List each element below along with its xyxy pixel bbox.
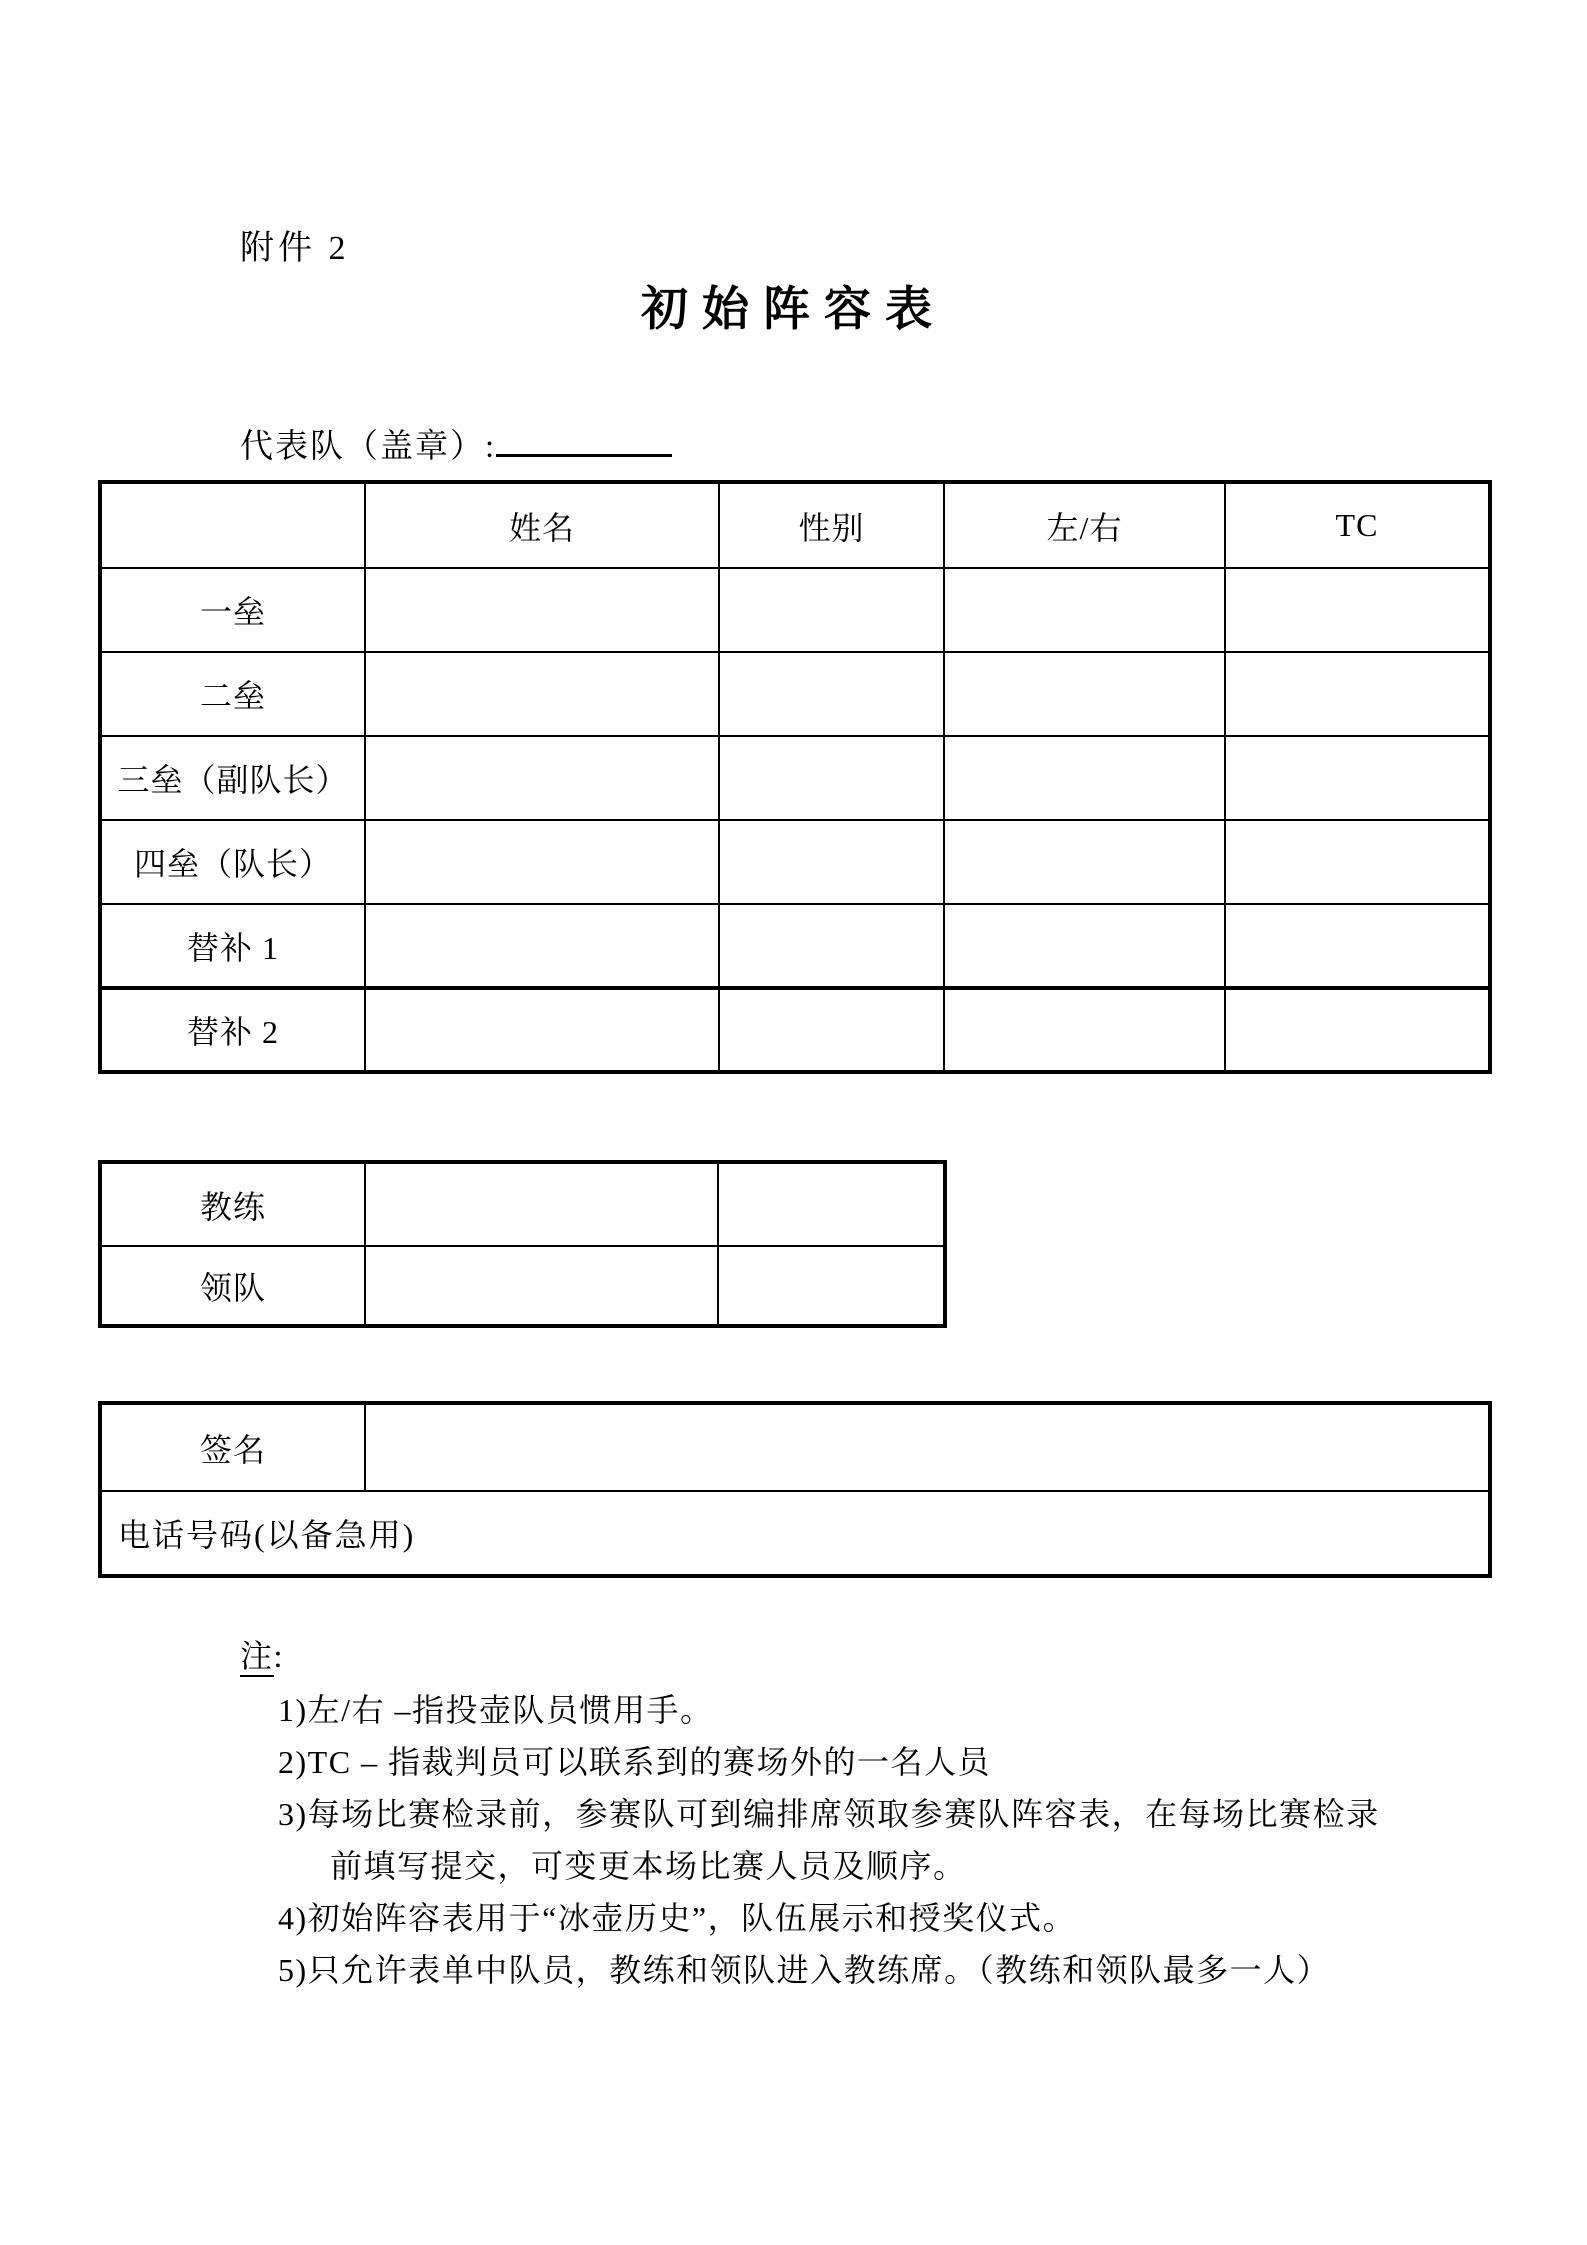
notes-heading-colon: : (273, 1638, 284, 1674)
roster-header-gender: 性别 (719, 482, 944, 568)
roster-cell-empty (365, 652, 719, 736)
staff-cell-empty (718, 1162, 945, 1246)
signature-row (100, 1403, 1490, 1491)
roster-cell-empty (1225, 904, 1490, 988)
note-item-3-continuation: 前填写提交，可变更本场比赛人员及顺序。 (330, 1848, 967, 1884)
roster-table (98, 480, 1492, 1074)
roster-cell-empty (719, 652, 944, 736)
roster-cell-empty (944, 820, 1225, 904)
note-item-3: 3)每场比赛检录前，参赛队可到编排席领取参赛队阵容表，在每场比赛检录 (278, 1796, 1380, 1832)
signature-cell-empty (365, 1403, 1490, 1491)
roster-cell-empty (719, 820, 944, 904)
signature-table (98, 1401, 1492, 1578)
notes-heading (240, 1630, 1380, 1682)
roster-cell-empty (944, 568, 1225, 652)
roster-row-label: 三垒（副队长） (100, 736, 365, 820)
team-seal-line (240, 420, 672, 467)
note-item-4: 4)初始阵容表用于“冰壶历史”，队伍展示和授奖仪式。 (278, 1900, 1077, 1936)
staff-row-coach (100, 1162, 945, 1246)
roster-cell-empty (365, 988, 719, 1072)
roster-cell-empty (1225, 820, 1490, 904)
note-item-2: 2)TC – 指裁判员可以联系到的赛场外的一名人员 (278, 1744, 992, 1780)
roster-cell-empty (944, 988, 1225, 1072)
roster-row-label: 二垒 (100, 652, 365, 736)
roster-cell-empty (365, 820, 719, 904)
staff-table (98, 1160, 947, 1328)
phone-label: 电话号码(以备急用) (100, 1491, 1490, 1576)
notes-section (240, 1630, 1380, 1996)
roster-cell-empty (365, 904, 719, 988)
attachment-label: 附件 2 (240, 230, 350, 267)
staff-row-label: 教练 (100, 1162, 365, 1246)
roster-cell-empty (944, 736, 1225, 820)
roster-header-position (100, 482, 365, 568)
team-seal-blank-underline (496, 420, 672, 457)
roster-header-row (100, 482, 1490, 568)
roster-row-label: 替补 1 (100, 904, 365, 988)
staff-cell-empty (365, 1162, 718, 1246)
roster-header-hand: 左/右 (944, 482, 1225, 568)
staff-row-leader (100, 1246, 945, 1326)
note-item-1: 1)左/右 –指投壶队员惯用手。 (278, 1692, 714, 1728)
signature-label: 签名 (100, 1403, 365, 1491)
roster-header-name: 姓名 (365, 482, 719, 568)
roster-cell-empty (944, 652, 1225, 736)
roster-cell-empty (719, 904, 944, 988)
roster-cell-empty (1225, 568, 1490, 652)
staff-cell-empty (718, 1246, 945, 1326)
roster-cell-empty (719, 736, 944, 820)
roster-row-third (100, 736, 1490, 820)
roster-cell-empty (1225, 988, 1490, 1072)
roster-row-second (100, 652, 1490, 736)
roster-row-lead (100, 568, 1490, 652)
roster-row-sub1 (100, 904, 1490, 988)
staff-cell-empty (365, 1246, 718, 1326)
roster-row-label: 一垒 (100, 568, 365, 652)
roster-cell-empty (365, 736, 719, 820)
note-item-5: 5)只允许表单中队员，教练和领队进入教练席。（教练和领队最多一人） (278, 1952, 1331, 1988)
roster-row-fourth (100, 820, 1490, 904)
roster-cell-empty (1225, 736, 1490, 820)
notes-heading-char: 注 (240, 1638, 274, 1677)
page-title: 初始阵容表 (641, 284, 946, 336)
roster-cell-empty (719, 568, 944, 652)
phone-row (100, 1491, 1490, 1576)
roster-cell-empty (1225, 652, 1490, 736)
roster-cell-empty (944, 904, 1225, 988)
roster-cell-empty (719, 988, 944, 1072)
team-seal-label: 代表队（盖章）: (240, 429, 497, 465)
staff-row-label: 领队 (100, 1246, 365, 1326)
roster-row-sub2 (100, 988, 1490, 1072)
roster-row-label: 四垒（队长） (100, 820, 365, 904)
roster-cell-empty (365, 568, 719, 652)
roster-row-label: 替补 2 (100, 988, 365, 1072)
roster-header-tc: TC (1225, 482, 1490, 568)
